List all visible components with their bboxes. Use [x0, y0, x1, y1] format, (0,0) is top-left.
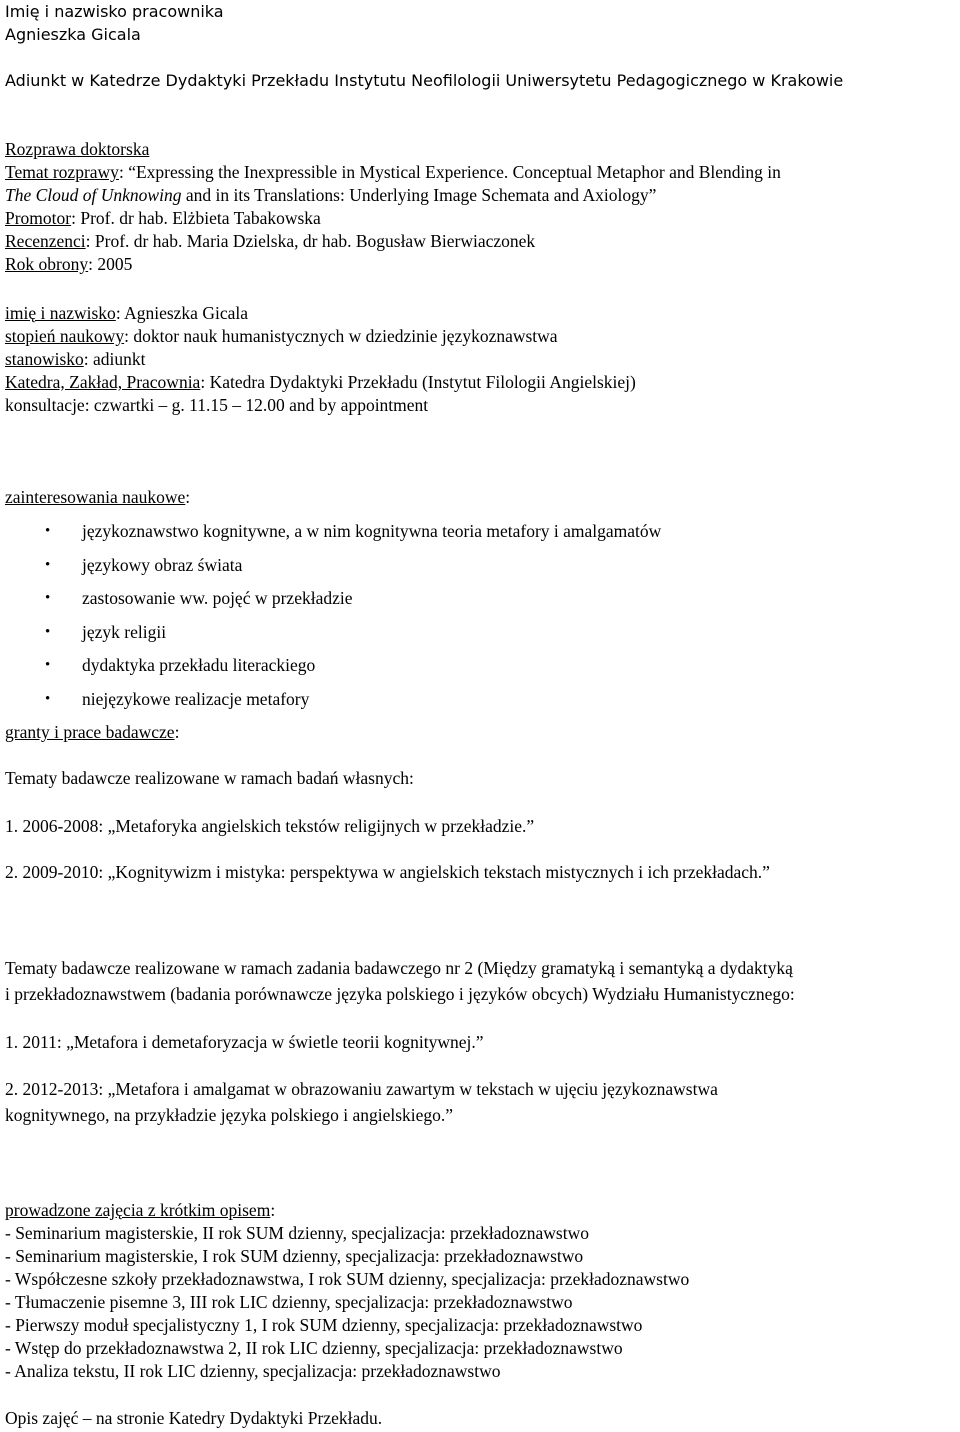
grants-task-heading-line2: i przekładoznawstwem (badania porównawcze języka polskiego i języków obcych) Wydziału Humanistycznego:: [5, 984, 795, 1004]
bullet-icon: •: [45, 690, 51, 707]
name-value: : Agnieszka Gicala: [115, 303, 248, 323]
grants-heading-wrap: [5, 721, 956, 744]
grants-own-item-2-wrap: [5, 861, 956, 884]
defense-label: Rok obrony: [5, 254, 89, 274]
bullet-icon: •: [45, 623, 51, 640]
topic-part2: and in its Translations: Underlying Image Schemata and Axiology”: [181, 185, 657, 205]
grants-own-heading-wrap: [5, 767, 956, 790]
unit-value: : Katedra Dydaktyki Przekładu (Instytut Filologii Angielskiej): [200, 372, 636, 392]
degree-line: [5, 325, 956, 348]
dissertation-heading: Rozprawa doktorska: [5, 139, 150, 159]
list-item: - Seminarium magisterskie, I rok SUM dzienny, specjalizacja: przekładoznawstwo: [5, 1246, 584, 1266]
list-item: - Seminarium magisterskie, II rok SUM dzienny, specjalizacja: przekładoznawstwo: [5, 1223, 589, 1243]
list-item: 2. 2009-2010: „Kognitywizm i mistyka: perspektywa w angielskich tekstach mistycznych i ich przekładach.”: [5, 862, 770, 882]
reviewers-label: Recenzenci: [5, 231, 86, 251]
bullet-icon: •: [45, 523, 51, 539]
position-full: Adiunkt w Katedrze Dydaktyki Przekładu Instytutu Neofilologii Uniwersytetu Pedagogicznego w Krakowie: [5, 71, 844, 90]
grants-task-heading-wrap: [5, 957, 956, 1006]
degree-value: : doktor nauk humanistycznych w dziedzinie językoznawstwa: [124, 326, 558, 346]
list-item: • językowy obraz świata: [45, 554, 243, 575]
list-item: - Wstęp do przekładoznawstwa 2, II rok LIC dzienny, specjalizacja: przekładoznawstwo: [5, 1338, 623, 1358]
employee-label: Imię i nazwisko pracownika: [5, 2, 224, 21]
topic-italic: The Cloud of Unknowing: [5, 185, 182, 205]
list-item-line1: 2. 2012-2013: „Metafora i amalgamat w obrazowaniu zawartym w tekstach w ujęciu językoznawstwa: [5, 1079, 718, 1099]
consult-line: konsultacje: czwartki – g. 11.15 – 12.00 and by appointment: [5, 395, 429, 415]
list-item: - Pierwszy moduł specjalistyczny 1, I rok SUM dzienny, specjalizacja: przekładoznawstwo: [5, 1315, 643, 1335]
grants-task-heading-line1: Tematy badawcze realizowane w ramach zadania badawczego nr 2 (Między gramatyką i semantyką a dydaktyką: [5, 958, 793, 978]
courses-label: prowadzone zajęcia z krótkim opisem: [5, 1200, 271, 1220]
list-item: • językoznawstwo kognitywne, a w nim kognitywna teoria metafory i amalgamatów: [45, 521, 662, 541]
employee-name: Agnieszka Gicala: [5, 25, 141, 44]
unit-label: Katedra, Zakład, Pracownia: [5, 372, 201, 392]
name-line: [5, 302, 956, 325]
grants-own-heading: Tematy badawcze realizowane w ramach badań własnych:: [5, 768, 414, 788]
interests-label: zainteresowania naukowe: [5, 487, 186, 507]
bullet-icon: •: [45, 590, 51, 606]
list-item: • niejęzykowe realizacje metafory: [45, 688, 310, 709]
position-short-line: [5, 348, 956, 371]
employee-header: [5, 0, 956, 46]
promotor-label: Promotor: [5, 208, 72, 228]
defense-line: [5, 253, 956, 276]
unit-line: [5, 371, 956, 394]
courses-footer: Opis zajęć – na stronie Katedry Dydaktyki Przekładu.: [5, 1408, 383, 1428]
list-item: 1. 2011: „Metafora i demetaforyzacja w świetle teorii kognitywnej.”: [5, 1032, 484, 1052]
dissertation-topic-line2: [5, 184, 956, 207]
position-label: stanowisko: [5, 349, 84, 369]
promotor-line: [5, 207, 956, 230]
position-line: [5, 69, 956, 92]
grants-task-item-2-wrap: [5, 1078, 956, 1127]
grants-heading: granty i prace badawcze:: [5, 722, 180, 742]
list-item: - Tłumaczenie pisemne 3, III rok LIC dzienny, specjalizacja: przekładoznawstwo: [5, 1292, 573, 1312]
list-item: • dydaktyka przekładu literackiego: [45, 655, 316, 675]
reviewers-value: : Prof. dr hab. Maria Dzielska, dr hab. Bogusław Bierwiaczonek: [85, 231, 536, 251]
name-label: imię i nazwisko: [5, 303, 116, 323]
profile-section: [5, 302, 956, 417]
courses-footer-wrap: [5, 1407, 956, 1430]
dissertation-topic-line1: Temat rozprawy: “Expressing the Inexpressible in Mystical Experience. Conceptual Metaphor and Blending in: [5, 162, 781, 182]
topic-label: Temat rozprawy: [5, 162, 119, 182]
courses-section: [5, 1199, 956, 1383]
grants-own-item-1-wrap: [5, 815, 956, 838]
list-item: - Współczesne szkoły przekładoznawstwa, I rok SUM dzienny, specjalizacja: przekładoznawstwo: [5, 1269, 690, 1289]
degree-label: stopień naukowy: [5, 326, 125, 346]
dissertation-section: [5, 138, 956, 276]
interests-list: [5, 520, 956, 721]
grants-task-item-1-wrap: [5, 1031, 956, 1054]
bullet-icon: •: [45, 657, 51, 673]
grants-label: granty i prace badawcze: [5, 722, 175, 742]
topic-part1: “Expressing the Inexpressible in Mystical Experience. Conceptual Metaphor and Blending in: [123, 162, 781, 182]
list-item: • zastosowanie ww. pojęć w przekładzie: [45, 588, 353, 608]
list-item: 1. 2006-2008: „Metaforyka angielskich tekstów religijnych w przekładzie.”: [5, 816, 535, 836]
defense-value: : 2005: [88, 254, 133, 274]
interests-list-wrap: [5, 520, 956, 721]
bullet-icon: •: [45, 556, 51, 573]
list-item: - Analiza tekstu, II rok LIC dzienny, specjalizacja: przekładoznawstwo: [5, 1361, 501, 1381]
courses-heading: prowadzone zajęcia z krótkim opisem:: [5, 1200, 276, 1220]
list-item: • język religii: [45, 621, 167, 642]
position-value: : adiunkt: [83, 349, 146, 369]
interests-section: [5, 486, 956, 509]
list-item-line2: kognitywnego, na przykładzie języka polskiego i angielskiego.”: [5, 1105, 454, 1125]
interests-heading: zainteresowania naukowe:: [5, 487, 191, 507]
promotor-value: : Prof. dr hab. Elżbieta Tabakowska: [71, 208, 321, 228]
reviewers-line: [5, 230, 956, 253]
